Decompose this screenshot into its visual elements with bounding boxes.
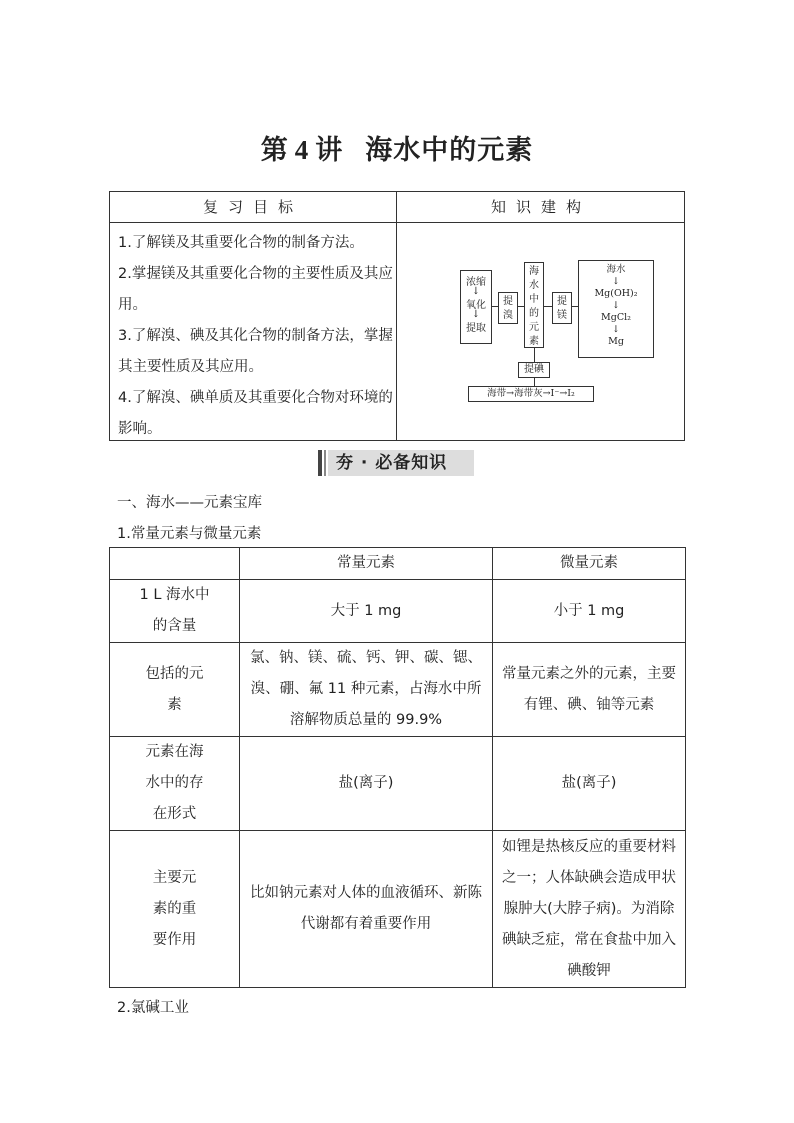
header-cell: 常量元素 (240, 548, 493, 580)
row-label: 1 L 海水中的含量 (110, 580, 240, 643)
row-label: 包括的元素 (110, 643, 240, 737)
goal-item: 1.了解镁及其重要化合物的制备方法。 (118, 235, 364, 251)
table-row (110, 737, 686, 831)
seawater-elements-box: 海水中的元素 (524, 262, 544, 348)
trace-cell: 小于 1 mg (493, 580, 686, 643)
table-row (110, 643, 686, 737)
subsection-heading: 1.常量元素与微量元素 (117, 526, 262, 542)
goal-item: 3.了解溴、碘及其化合物的制备方法，掌握其主要性质及其应用。 (118, 328, 393, 375)
iodine-chain-box: 海带→海带灰→I⁻→I₂ (468, 386, 594, 402)
goal-item: 2.掌握镁及其重要化合物的主要性质及其应用。 (118, 266, 393, 313)
process-box: 浓缩 ↓ 氧化 ↓ 提取 (460, 270, 492, 344)
table-row (110, 831, 686, 988)
magnesium-process-box: 海水 ↓ Mg(OH)₂ ↓ MgCl₂ ↓ Mg (578, 260, 654, 358)
section-banner: 夯 · 必备知识 (318, 450, 474, 476)
row-label: 主要元素的重要作用 (110, 831, 240, 988)
trace-cell: 盐(离子) (493, 737, 686, 831)
header-review-goals: 复习目标 (202, 198, 303, 216)
table-header-row (110, 548, 686, 580)
knowledge-diagram (460, 260, 700, 410)
trace-cell: 常量元素之外的元素，主要有锂、碘、铀等元素 (493, 643, 686, 737)
trace-cell: 如锂是热核反应的重要材料之一；人体缺碘会造成甲状腺肿大(大脖子病)。为消除碘缺乏症，常在食盐中加入碘酸钾 (493, 831, 686, 988)
major-cell: 比如钠元素对人体的血液循环、新陈代谢都有着重要作用 (240, 831, 493, 988)
extract-magnesium-box: 提镁 (552, 292, 572, 324)
header-cell: 微量元素 (493, 548, 686, 580)
extract-iodine-box: 提碘 (518, 362, 550, 378)
section-heading: 一、海水——元素宝库 (117, 495, 262, 511)
major-cell: 盐(离子) (240, 737, 493, 831)
header-knowledge-map: 知识建构 (490, 198, 591, 216)
row-label: 元素在海水中的存在形式 (110, 737, 240, 831)
goals-list (118, 228, 394, 445)
header-cell (110, 548, 240, 580)
elements-table (109, 547, 686, 988)
major-cell: 氯、钠、镁、硫、钙、钾、碳、锶、溴、硼、氟 11 种元素，占海水中所溶解物质总量的 99.9% (240, 643, 493, 737)
objectives-table (109, 191, 685, 441)
major-cell: 大于 1 mg (240, 580, 493, 643)
subsection-heading: 2.氯碱工业 (117, 1000, 189, 1016)
page-title: 第 4 讲 海水中的元素 (260, 135, 534, 166)
extract-bromine-box: 提溴 (498, 292, 518, 324)
table-row (110, 580, 686, 643)
goal-item: 4.了解溴、碘单质及其重要化合物对环境的影响。 (118, 390, 393, 437)
